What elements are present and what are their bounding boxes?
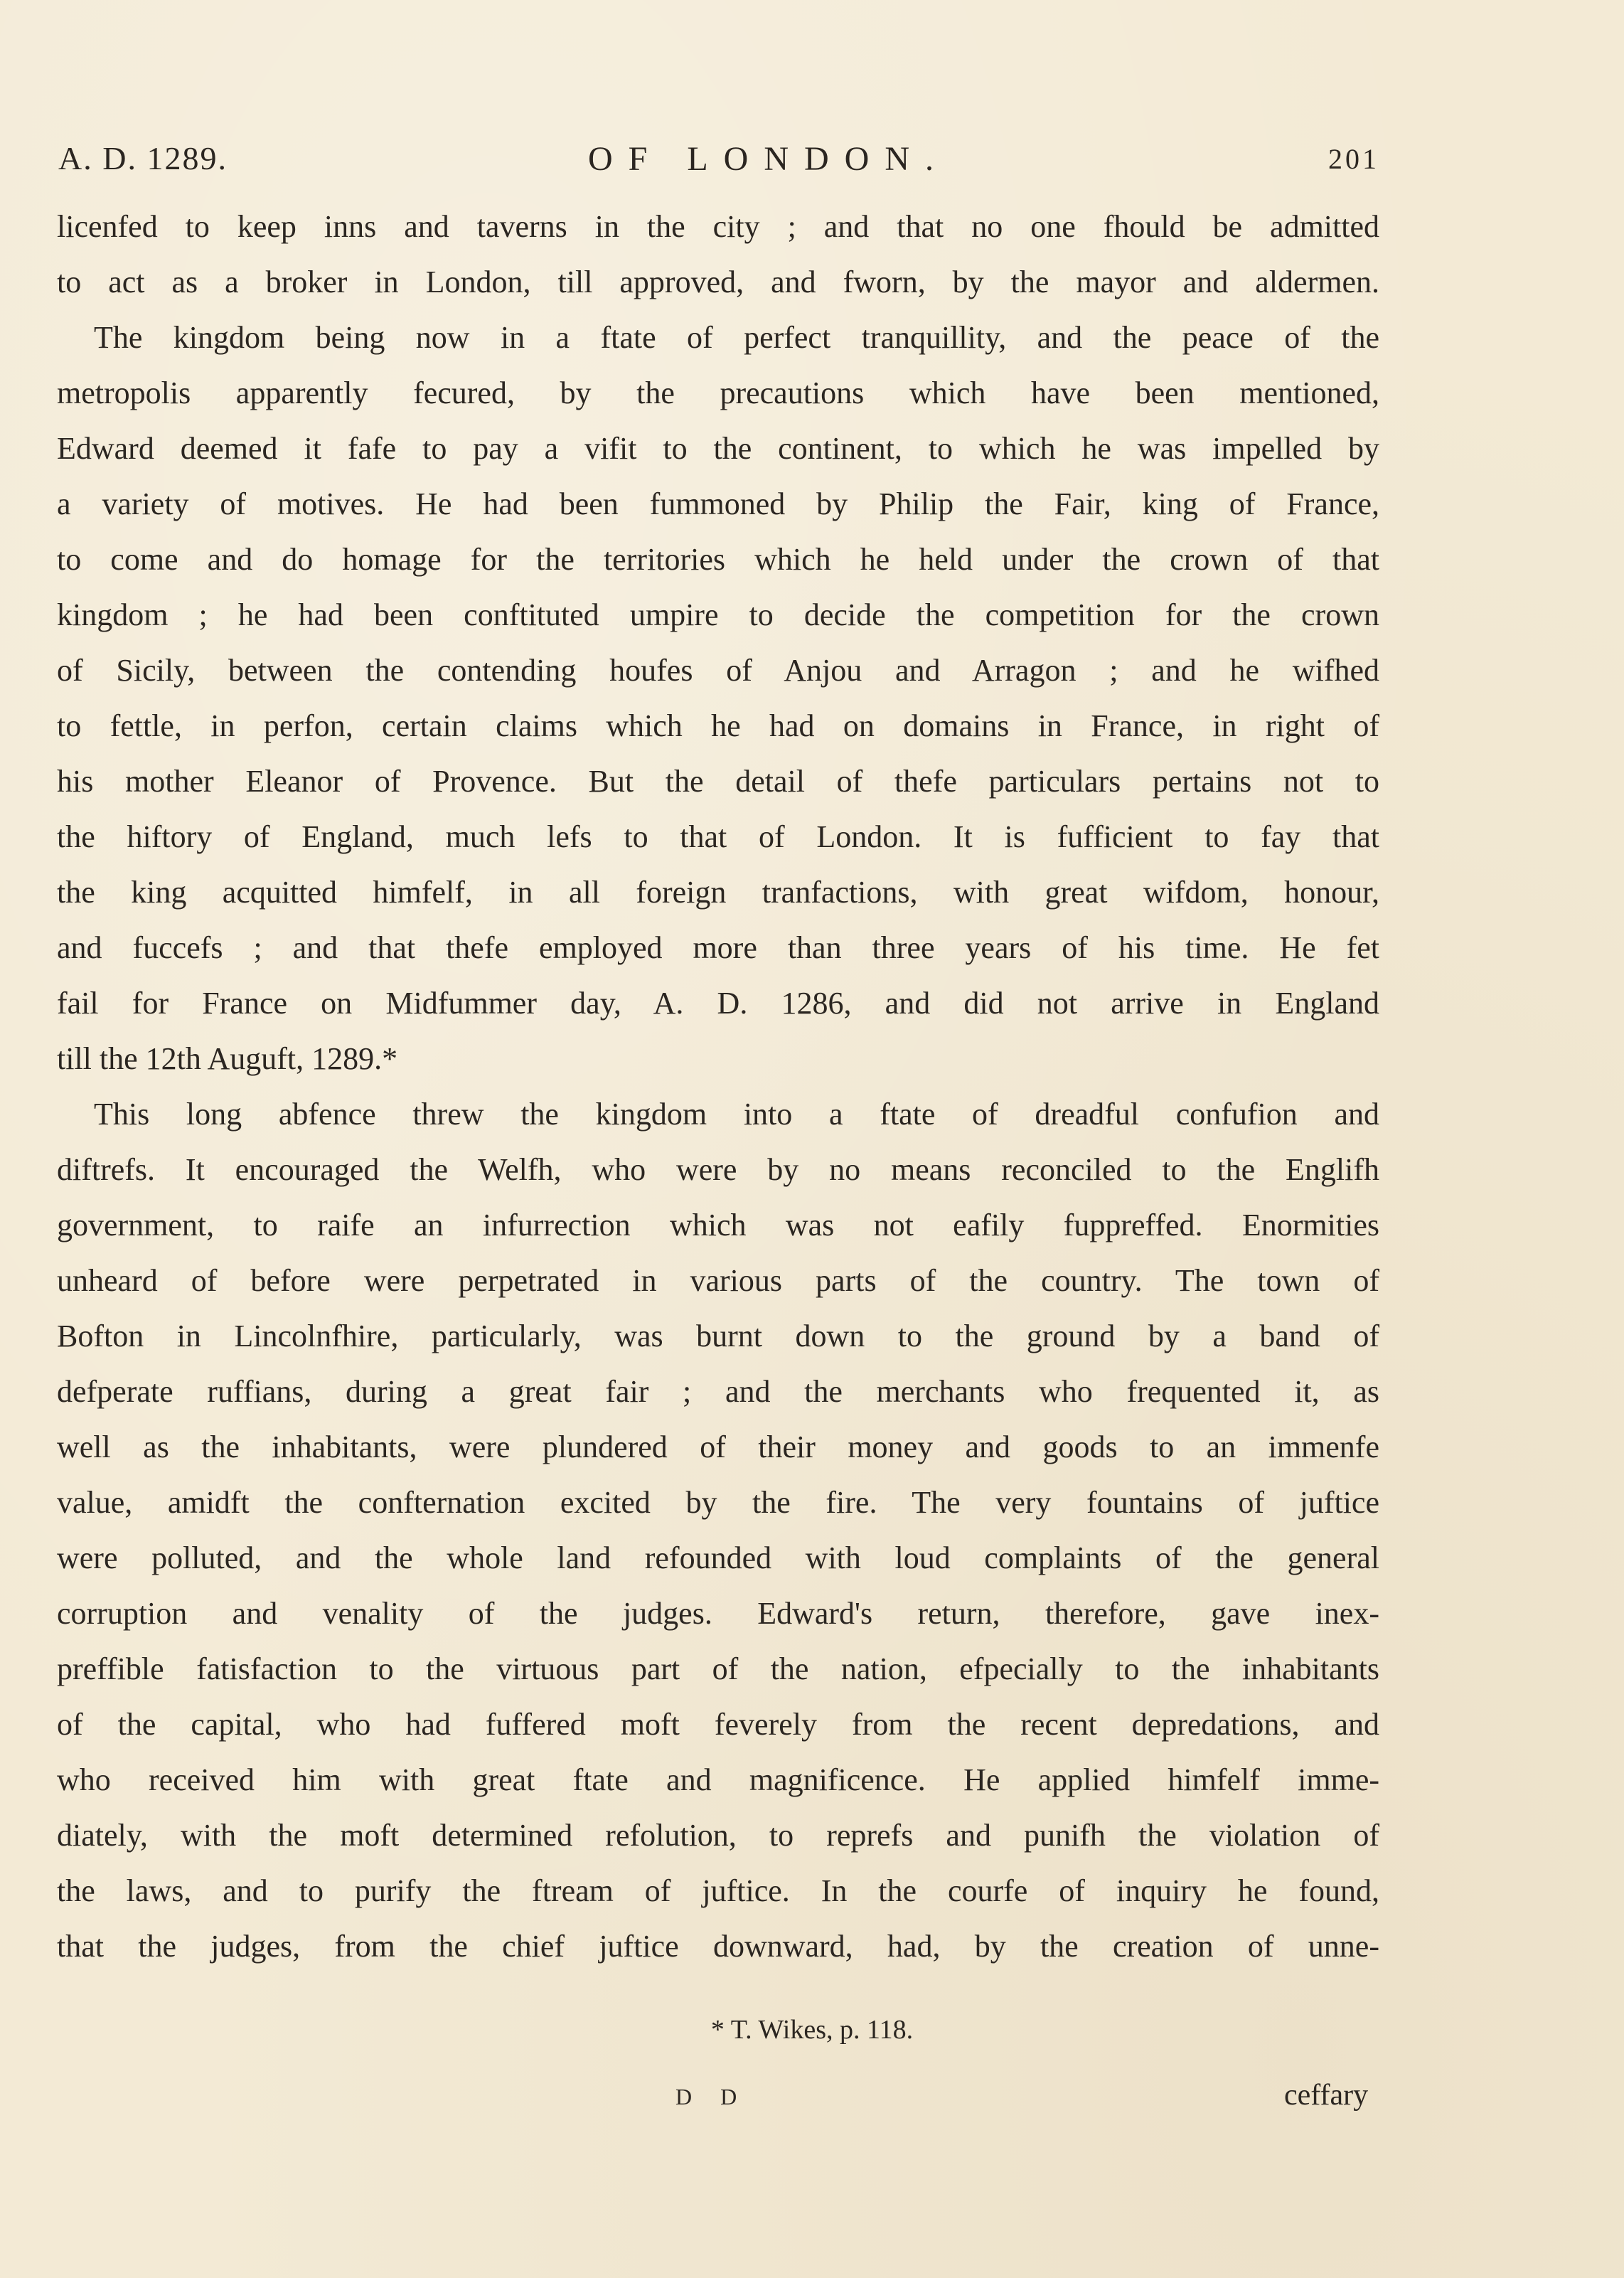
text-line: unheard of before were perpetrated in various parts of the country. The town of (57, 1263, 1379, 1298)
text-line: kingdom ; he had been conftituted umpire to decide the competition for the crown (57, 597, 1379, 632)
footnote: * T. Wikes, p. 118. (710, 2015, 914, 2045)
text-line: of the capital, who had fuffered moft feverely from the recent depredations, and (57, 1707, 1379, 1742)
text-line: Edward deemed it fafe to pay a vifit to the continent, to which he was impelled by (57, 431, 1379, 466)
text-line: corruption and venality of the judges. Edward's return, therefore, gave inex- (57, 1596, 1379, 1631)
page-number: 201 (1328, 143, 1379, 175)
text-line: diftrefs. It encouraged the Welfh, who were by no means reconciled to the Englifh (57, 1152, 1379, 1187)
text-line: diately, with the moft determined refolution, to reprefs and punifh the violation of (57, 1818, 1379, 1853)
running-head (58, 139, 1379, 182)
text-line: to act as a broker in London, till approved, and fworn, by the mayor and aldermen. (57, 265, 1379, 299)
text-line: fail for France on Midfummer day, A. D. 1286, and did not arrive in England (57, 986, 1379, 1021)
text-line: preffible fatisfaction to the virtuous part of the nation, efpecially to the inhabitants (57, 1651, 1379, 1686)
text-line: the laws, and to purify the ftream of juftice. In the courfe of inquiry he found, (57, 1873, 1379, 1908)
text-line: that the judges, from the chief juftice downward, had, by the creation of unne- (57, 1929, 1379, 1964)
text-line: the king acquitted himfelf, in all foreign tranfactions, with great wifdom, honour, (57, 875, 1379, 910)
text-line: to fettle, in perfon, certain claims which he had on domains in France, in right of (57, 708, 1379, 743)
text-line: Bofton in Lincolnfhire, particularly, was burnt down to the ground by a band of (57, 1319, 1379, 1353)
text-line: licenfed to keep inns and taverns in the city ; and that no one fhould be admitted (57, 209, 1379, 244)
signature-mark: D D (675, 2084, 749, 2109)
body-text (57, 199, 1379, 1974)
text-line: the hiftory of England, much lefs to that of London. It is fufficient to fay that (57, 819, 1379, 854)
text-line: well as the inhabitants, were plundered of their money and goods to an immenfe (57, 1430, 1379, 1464)
text-line: This long abfence threw the kingdom into a ftate of dreadful confufion and (94, 1097, 1379, 1132)
text-line: were polluted, and the whole land refounded with loud complaints of the general (57, 1540, 1379, 1575)
text-line: defperate ruffians, during a great fair ; and the merchants who frequented it, as (57, 1374, 1379, 1409)
text-line: who received him with great ftate and magnificence. He applied himfelf imme- (57, 1762, 1379, 1797)
text-line: a variety of motives. He had been fummoned by Philip the Fair, king of France, (57, 486, 1379, 521)
text-line: his mother Eleanor of Provence. But the detail of thefe particulars pertains not to (57, 764, 1379, 799)
text-line: The kingdom being now in a ftate of perfect tranquillity, and the peace of the (94, 320, 1379, 355)
text-line: metropolis apparently fecured, by the precautions which have been mentioned, (57, 376, 1379, 410)
text-line: of Sicily, between the contending houfes of Anjou and Arragon ; and he wifhed (57, 653, 1379, 688)
text-line: government, to raife an infurrection which was not eafily fuppreffed. Enormities (57, 1208, 1379, 1242)
text-line: till the 12th Auguft, 1289.* (57, 1041, 398, 1076)
text-line: value, amidft the confternation excited by the fire. The very fountains of juftice (57, 1485, 1379, 1520)
header-date: A. D. 1289. (58, 140, 228, 176)
header-title: OF LONDON. (588, 140, 949, 178)
catchword: ceffary (1284, 2079, 1369, 2112)
text-line: and fuccefs ; and that thefe employed more than three years of his time. He fet (57, 930, 1379, 965)
text-line: to come and do homage for the territories which he held under the crown of that (57, 542, 1379, 577)
